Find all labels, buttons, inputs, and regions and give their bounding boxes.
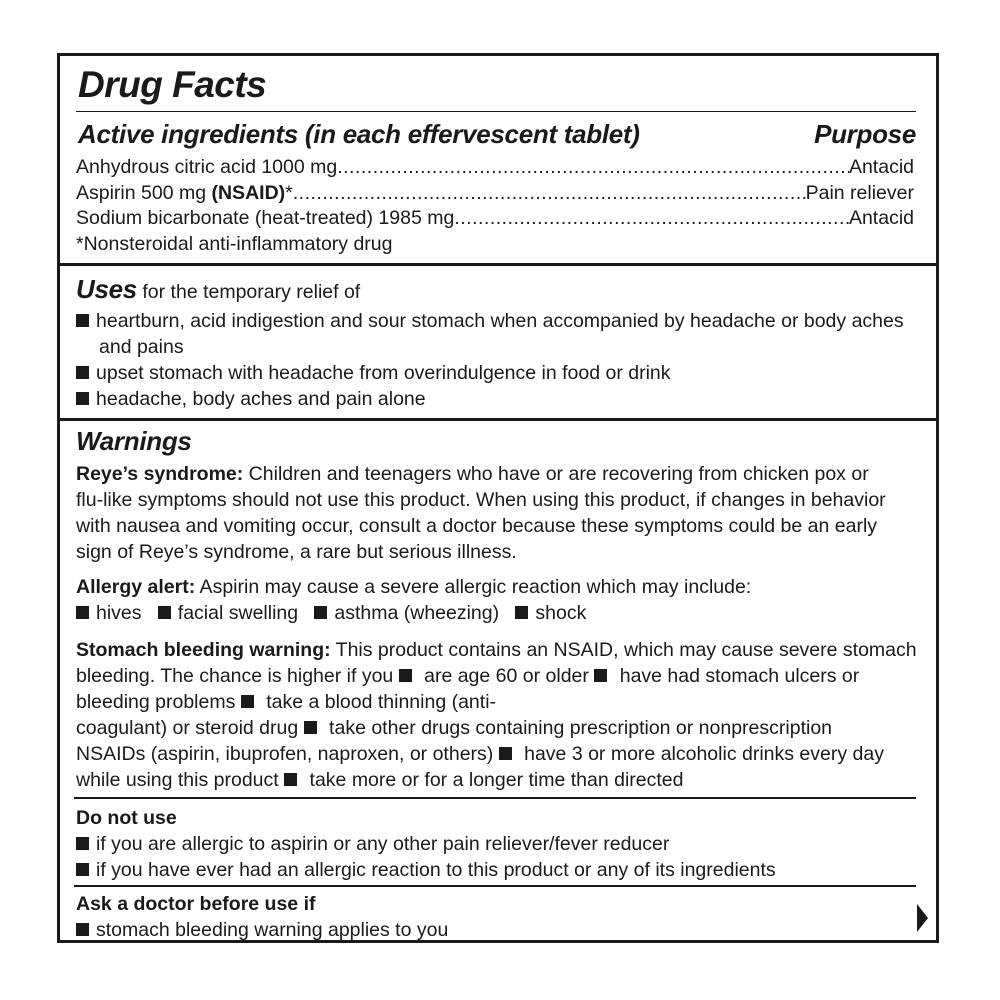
allergy-items: hives facial swelling asthma (wheezing) shock [76, 601, 918, 627]
reye-paragraph-line: Reye’s syndrome: Children and teenagers who have or are recovering from chicken pox or [76, 463, 869, 485]
list-item: if you have ever had an allergic reaction to this product or any of its ingredients [76, 858, 918, 884]
list-item-continued: and pains [99, 336, 184, 358]
reye-label: Reye’s syndrome: [76, 463, 244, 485]
ingredient-purpose: Antacid [848, 156, 914, 178]
purpose-heading: Purpose [814, 119, 916, 149]
stomach-line: bleeding problems take a blood thinning (anti- [76, 691, 497, 713]
allergy-line: Allergy alert: Aspirin may cause a severe allergic reaction which may include: [76, 576, 752, 598]
ingredient-row [76, 181, 914, 207]
drug-facts-title: Drug Facts [78, 64, 267, 105]
section-divider [60, 418, 936, 421]
list-item: stomach bleeding warning applies to you [76, 918, 918, 944]
ingredient-purpose: Antacid [848, 207, 914, 229]
square-bullet-icon [76, 392, 89, 405]
continue-arrow-icon [917, 904, 928, 932]
list-item: if you are allergic to aspirin or any other pain reliever/fever reducer [76, 832, 918, 858]
drug-facts-panel [57, 53, 939, 943]
square-bullet-icon [594, 669, 607, 682]
stomach-line: bleeding. The chance is higher if you are age 60 or older have had stomach ulcers or [76, 665, 860, 687]
warnings-heading: Warnings [76, 426, 192, 456]
square-bullet-icon [76, 366, 89, 379]
square-bullet-icon [76, 837, 89, 850]
square-bullet-icon [399, 669, 412, 682]
reye-paragraph-line: sign of Reye’s syndrome, a rare but serious illness. [76, 541, 517, 563]
square-bullet-icon [76, 863, 89, 876]
active-ingredients-header [78, 119, 916, 150]
reye-paragraph-line: flu-like symptoms should not use this product. When using this product, if changes in behavior [76, 489, 886, 511]
subsection-rule [74, 885, 916, 887]
reye-paragraph-line: with nausea and vomiting occur, consult a doctor because these symptoms could be an early [76, 515, 878, 537]
list-item: heartburn, acid indigestion and sour stomach when accompanied by headache or body aches [76, 309, 918, 335]
stomach-line: coagulant) or steroid drug take other drugs containing prescription or nonprescription [76, 717, 833, 739]
uses-intro: for the temporary relief of [136, 281, 361, 303]
ingredient-row [76, 155, 914, 181]
ingredient-name: Sodium bicarbonate (heat-treated) 1985 mg [76, 207, 455, 229]
title-rule [76, 111, 916, 112]
section-divider [60, 263, 936, 266]
uses-heading: Uses [76, 274, 137, 304]
leader-dots [293, 181, 806, 207]
square-bullet-icon [76, 923, 89, 936]
nsaid-footnote: *Nonsteroidal anti-inflammatory drug [76, 233, 393, 255]
stomach-line: Stomach bleeding warning: This product contains an NSAID, which may cause severe stomach [76, 639, 917, 661]
square-bullet-icon [304, 721, 317, 734]
uses-heading-line [76, 274, 918, 306]
active-ingredients-heading: Active ingredients (in each effervescent tablet) [78, 119, 640, 149]
square-bullet-icon [499, 747, 512, 760]
square-bullet-icon [76, 606, 89, 619]
ingredient-row [76, 206, 914, 232]
square-bullet-icon [314, 606, 327, 619]
subsection-rule [74, 797, 916, 799]
ask-doctor-heading: Ask a doctor before use if [76, 893, 316, 915]
warnings-heading-line [76, 426, 918, 458]
stomach-line: NSAIDs (aspirin, ibuprofen, naproxen, or others) have 3 or more alcoholic drinks every day [76, 743, 884, 765]
square-bullet-icon [158, 606, 171, 619]
ingredient-purpose: Pain reliever [805, 181, 914, 204]
do-not-use-heading: Do not use [76, 807, 177, 829]
stomach-line: while using this product take more or for a longer time than directed [76, 769, 684, 791]
square-bullet-icon [515, 606, 528, 619]
stomach-label: Stomach bleeding warning: [76, 639, 331, 661]
square-bullet-icon [76, 314, 89, 327]
leader-dots [454, 206, 849, 232]
ingredient-name: Anhydrous citric acid 1000 mg [76, 156, 338, 178]
allergy-label: Allergy alert: [76, 576, 196, 598]
square-bullet-icon [284, 773, 297, 786]
list-item: headache, body aches and pain alone [76, 387, 918, 413]
leader-dots [337, 155, 849, 181]
list-item: upset stomach with headache from overindulgence in food or drink [76, 361, 918, 387]
ingredient-name: Aspirin 500 mg (NSAID)* [76, 181, 293, 204]
square-bullet-icon [241, 695, 254, 708]
